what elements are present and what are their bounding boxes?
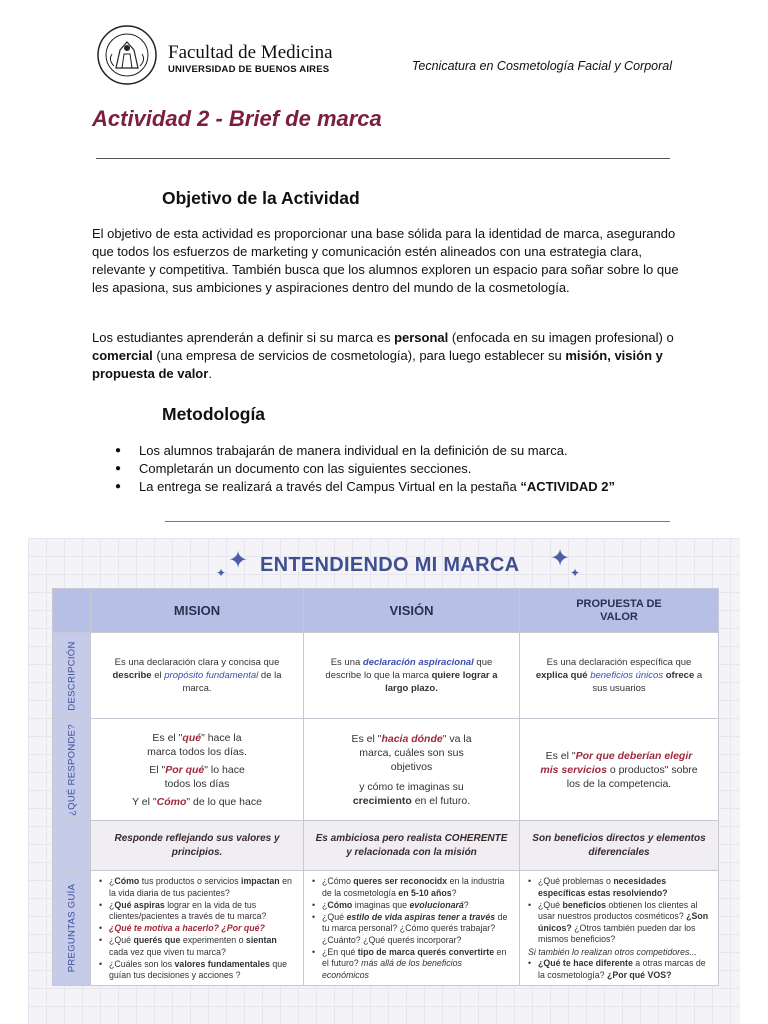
objective-paragraph: El objetivo de esta actividad es proporcionar una base sólida para la identidad de marca, asegurando que todos los esfuerzos de marketing y comunicación estén alineados con una estrategia clara, relevante y competitiva. También busca que los alumnos exploren un espacio para soñar sobre lo que les apasiona, sus ambiciones y aspiraciones dentro del mundo de la cosmetología. <box>92 226 679 295</box>
list-item: ● Los alumnos trabajarán de manera individual en la definición de su marca. <box>115 442 695 460</box>
table-cell: Es el "Por que deberían elegir mis servicios o productos" sobre los de la competencia. <box>520 719 719 821</box>
summary-cell: Son beneficios directos y elementos diferenciales <box>520 821 719 871</box>
university-seal-icon <box>96 24 158 86</box>
row-label-summary <box>53 821 91 871</box>
sparkle-icon: ✦ <box>570 566 581 580</box>
list-item: • ¿En qué tipo de marca querés convertirte en el futuro? más allá de los beneficios económicos <box>312 947 511 982</box>
row-label-preguntas-guia: PREGUNTAS GUÍA <box>53 871 91 986</box>
column-header-mision: MISION <box>91 589 304 633</box>
row-label-descripcion: DESCRIPCIÓN <box>53 633 91 719</box>
list-item: • ¿Qué beneficios obtienen los clientes al usar nuestros productos cosméticos? ¿Son únicos? ¿Otros también pueden dar los mismos beneficios? <box>528 900 710 946</box>
column-header-propuesta: PROPUESTA DE VALOR <box>520 589 719 633</box>
summary-cell: Es ambiciosa pero realista COHERENTE y relacionada con la misión <box>304 821 520 871</box>
table-cell: Es una declaración específica que explica qué beneficios únicos ofrece a sus usuarios <box>520 633 719 719</box>
document-header <box>96 24 676 90</box>
guide-cell-vision <box>304 871 520 986</box>
brand-table <box>52 588 719 986</box>
table-cell: Es el "hacia dónde" va la marca, cuáles son sus objetivos y cómo te imaginas su crecimiento en el futuro. <box>304 719 520 821</box>
list-item: ● Completarán un documento con las siguientes secciones. <box>115 460 695 478</box>
sparkle-icon: ✦ <box>228 547 249 574</box>
sparkle-icon: ✦ <box>216 566 227 580</box>
list-item: • ¿Cómo queres ser reconocidx en la industria de la cosmetología en 5-10 años? <box>312 876 511 899</box>
brand-infographic <box>28 538 740 1024</box>
program-name: Tecnicatura en Cosmetología Facial y Corporal <box>411 59 672 73</box>
table-corner <box>53 589 91 633</box>
table-cell: Es una declaración aspiracional que describe lo que la marca quiere lograr a largo plazo. <box>304 633 520 719</box>
university-name: UNIVERSIDAD DE BUENOS AIRES <box>168 64 330 75</box>
divider <box>96 158 670 159</box>
row-label-que-responde: ¿QUÉ RESPONDE? <box>53 719 91 821</box>
methodology-list <box>115 442 695 496</box>
column-header-vision: VISIÓN <box>304 589 520 633</box>
list-item: • ¿Cómo imaginas que evolucionará? <box>312 900 511 912</box>
objective-heading: Objetivo de la Actividad <box>162 188 360 208</box>
faculty-name: Facultad de Medicina <box>168 42 333 63</box>
guide-note: Si también lo realizan otros competidores... <box>528 946 697 957</box>
list-item: • ¿Qué aspiras lograr en la vida de tus clientes/pacientes a través de tu marca? <box>99 900 295 923</box>
table-cell: Es el "qué" hace la marca todos los días. El "Por qué" lo hace todos los días Y el "Cómo" de lo que hace <box>91 719 304 821</box>
guide-cell-mision <box>91 871 304 986</box>
list-item: • ¿Qué te hace diferente a otras marcas de la cosmetología? ¿Por qué VOS? <box>528 958 710 981</box>
list-item: • ¿Cuáles son los valores fundamentales que guían tus decisiones y acciones ? <box>99 959 295 982</box>
objective-paragraph-2: Los estudiantes aprenderán a definir si su marca es personal (enfocada en su imagen profesional) o comercial (una empresa de servicios de cosmetología), para luego establecer su misión, visión y propuesta de valor. <box>92 330 674 381</box>
infographic-title: ENTENDIENDO MI MARCA <box>260 554 520 576</box>
divider <box>165 521 670 522</box>
list-item: • ¿Qué te motiva a hacerlo? ¿Por qué? <box>99 923 295 935</box>
summary-cell: Responde reflejando sus valores y principios. <box>91 821 304 871</box>
list-item: • ¿Qué problemas o necesidades específicas estas resolviendo? <box>528 876 710 899</box>
guide-cell-propuesta <box>520 871 719 986</box>
list-item: • ¿Qué querés que experimenten o sientan cada vez que viven tu marca? <box>99 935 295 958</box>
table-cell: Es una declaración clara y concisa que describe el propósito fundamental de la marca. <box>91 633 304 719</box>
list-item: • ¿Qué estilo de vida aspiras tener a través de tu marca personal? ¿Cómo querés trabajar? ¿Cuánto? ¿Qué querés incorporar? <box>312 912 511 947</box>
sparkle-icon: ✦ <box>550 545 571 572</box>
list-item: ● La entrega se realizará a través del Campus Virtual en la pestaña “ACTIVIDAD 2” <box>115 478 695 496</box>
list-item: • ¿Cómo tus productos o servicios impactan en la vida diaria de tus pacientes? <box>99 876 295 899</box>
methodology-heading: Metodología <box>162 404 266 424</box>
page-title: Actividad 2 - Brief de marca <box>92 106 382 131</box>
